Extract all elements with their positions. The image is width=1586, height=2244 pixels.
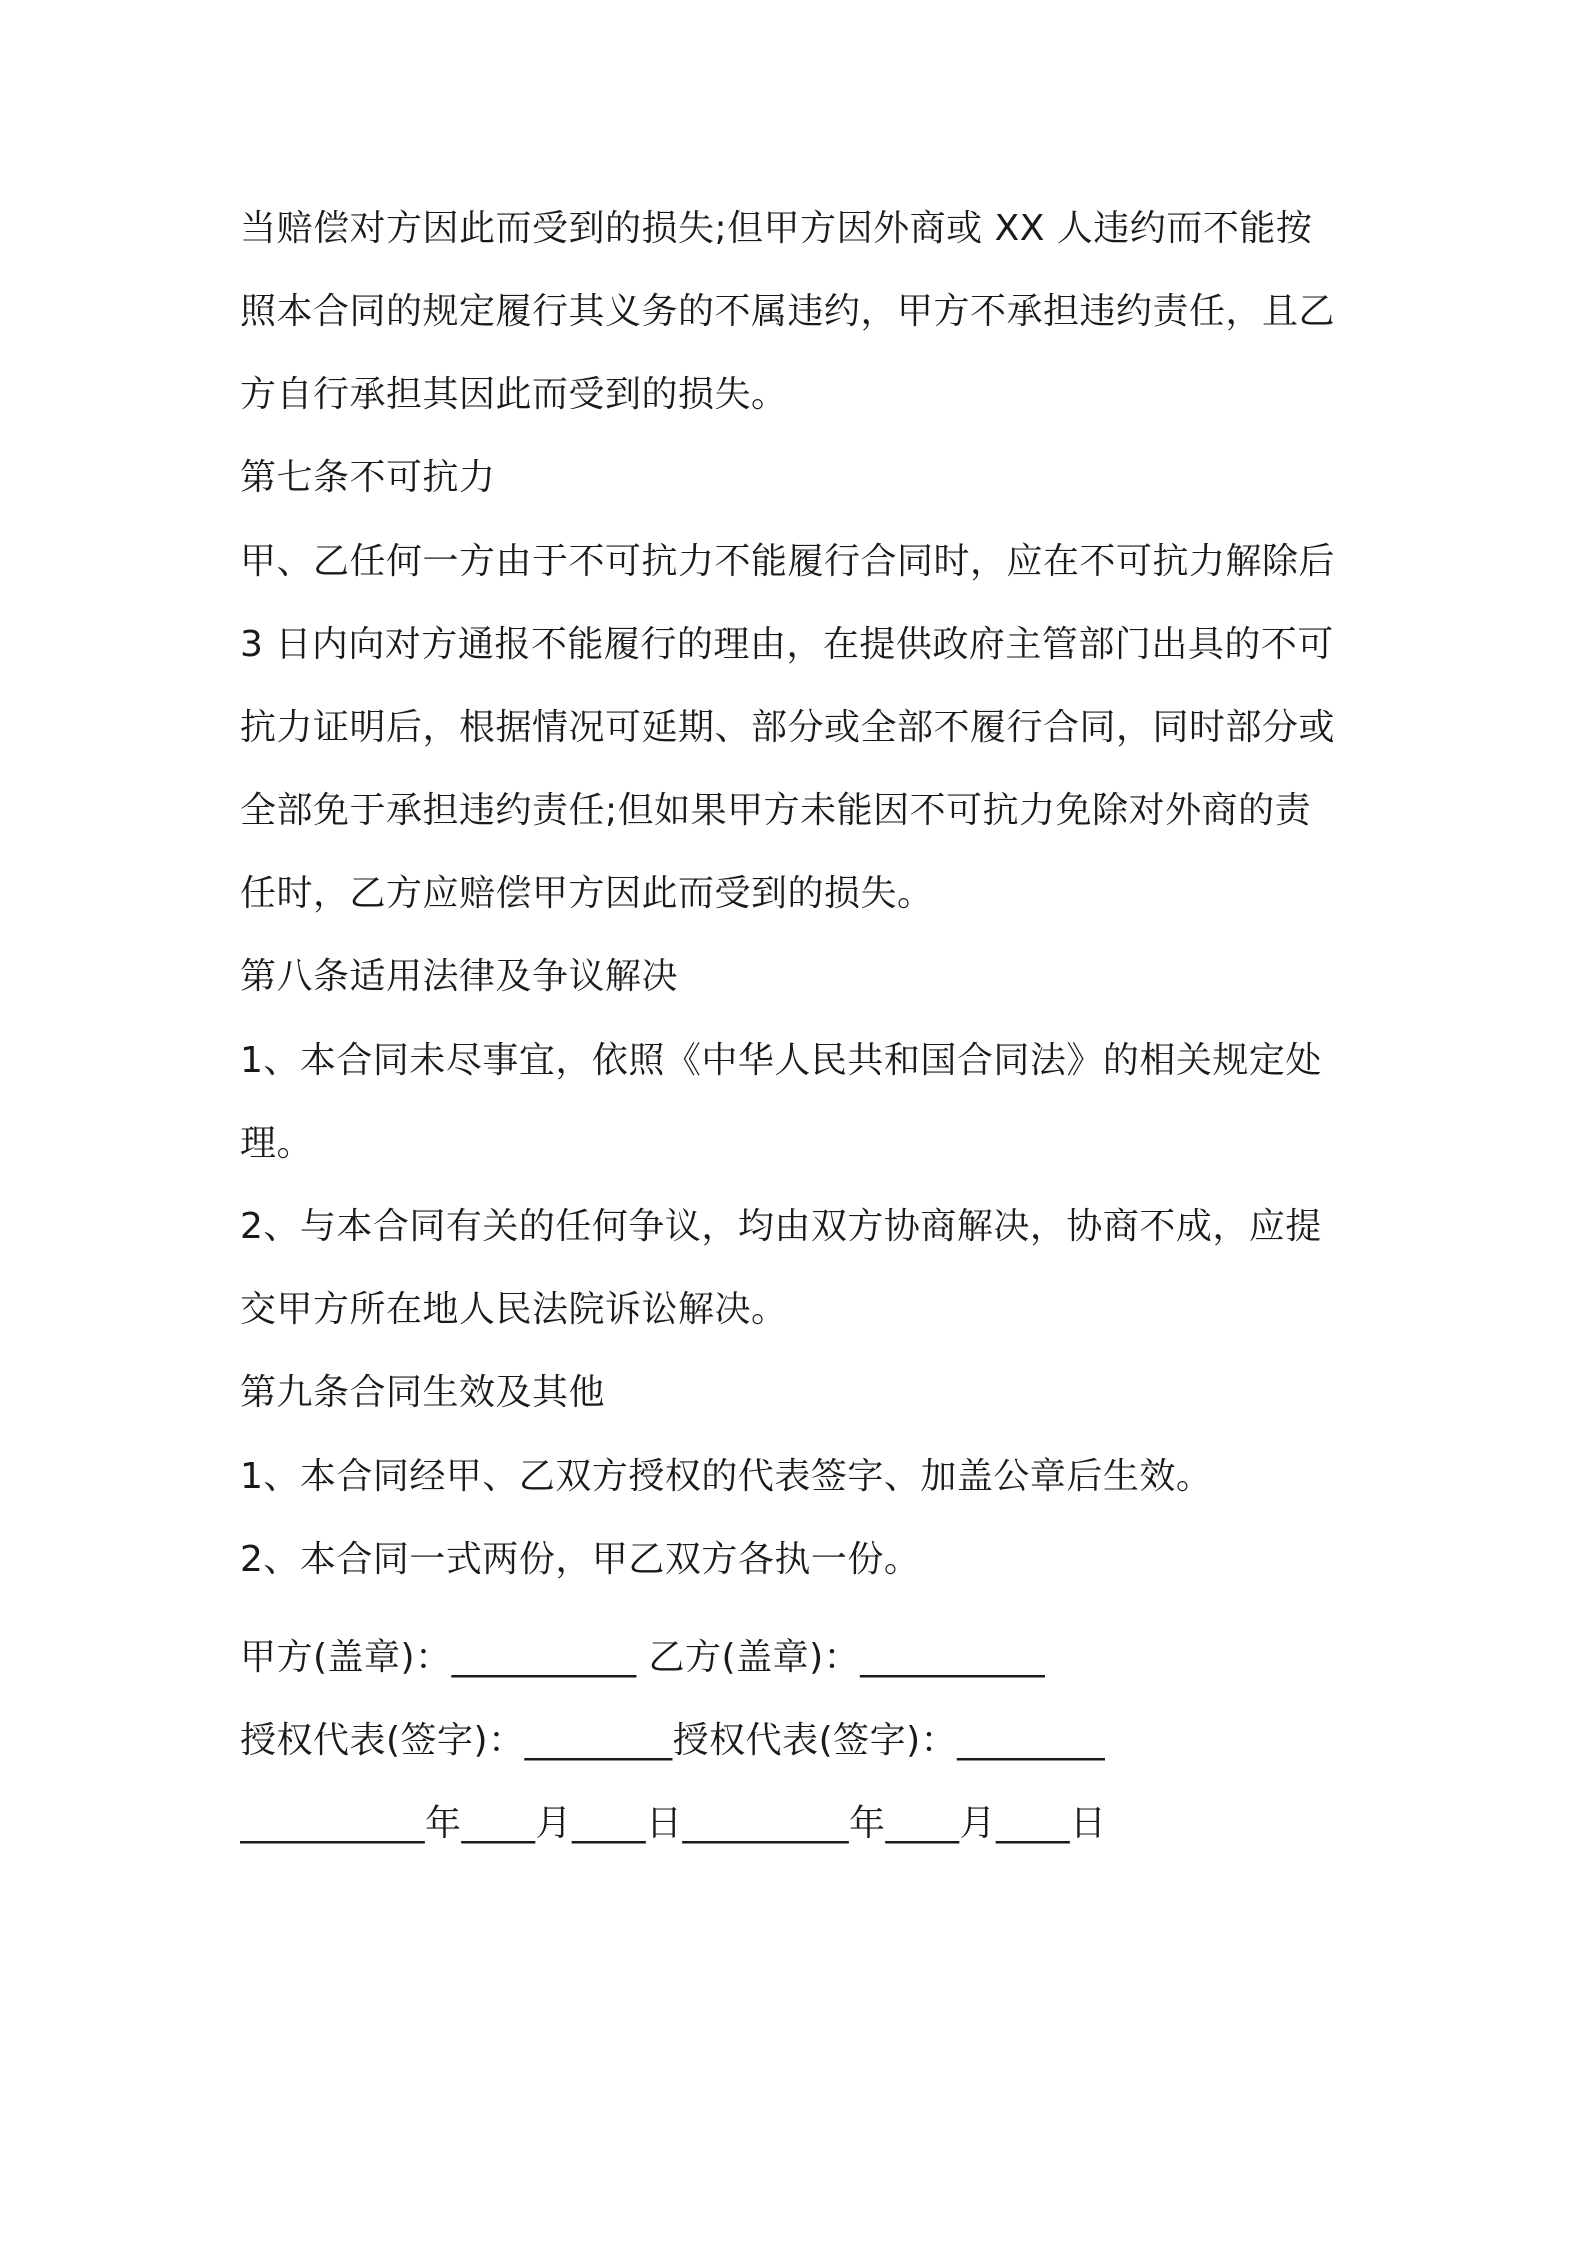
paragraph-line: 交甲方所在地人民法院诉讼解决。	[240, 1289, 788, 1330]
paragraph-line: 当赔偿对方因此而受到的损失;但甲方因外商或 XX 人违约而不能按	[240, 208, 1313, 249]
paragraph-line: 2、与本合同有关的任何争议，均由双方协商解决，协商不成，应提	[240, 1206, 1322, 1247]
section-heading: 第八条适用法律及争议解决	[240, 956, 679, 997]
signature-line-representative: 授权代表(签字)：________授权代表(签字)：________	[240, 1720, 1106, 1761]
paragraph-line: 任时，乙方应赔偿甲方因此而受到的损失。	[240, 873, 934, 914]
paragraph-line: 方自行承担其因此而受到的损失。	[240, 374, 788, 415]
paragraph-line: 甲、乙任何一方由于不可抗力不能履行合同时，应在不可抗力解除后	[240, 541, 1336, 582]
paragraph-line: 理。	[240, 1123, 314, 1164]
paragraph-line: 1、本合同经甲、乙双方授权的代表签字、加盖公章后生效。	[240, 1456, 1213, 1497]
paragraph-line: 1、本合同未尽事宜，依照《中华人民共和国合同法》的相关规定处	[240, 1040, 1322, 1081]
paragraph-line: 全部免于承担违约责任;但如果甲方未能因不可抗力免除对外商的责	[240, 790, 1312, 831]
section-heading: 第七条不可抗力	[240, 457, 496, 498]
signature-line-date: __________年____月____日_________年____月____日	[240, 1803, 1107, 1844]
paragraph-line: 抗力证明后，根据情况可延期、部分或全部不履行合同，同时部分或	[240, 707, 1336, 748]
paragraph-line: 3 日内向对方通报不能履行的理由，在提供政府主管部门出具的不可	[240, 624, 1334, 665]
paragraph-line: 照本合同的规定履行其义务的不属违约，甲方不承担违约责任，且乙	[240, 291, 1336, 332]
signature-line-seal: 甲方(盖章)：__________ 乙方(盖章)：__________	[240, 1637, 1046, 1678]
paragraph-line: 2、本合同一式两份，甲乙双方各执一份。	[240, 1539, 921, 1580]
section-heading: 第九条合同生效及其他	[240, 1372, 606, 1413]
